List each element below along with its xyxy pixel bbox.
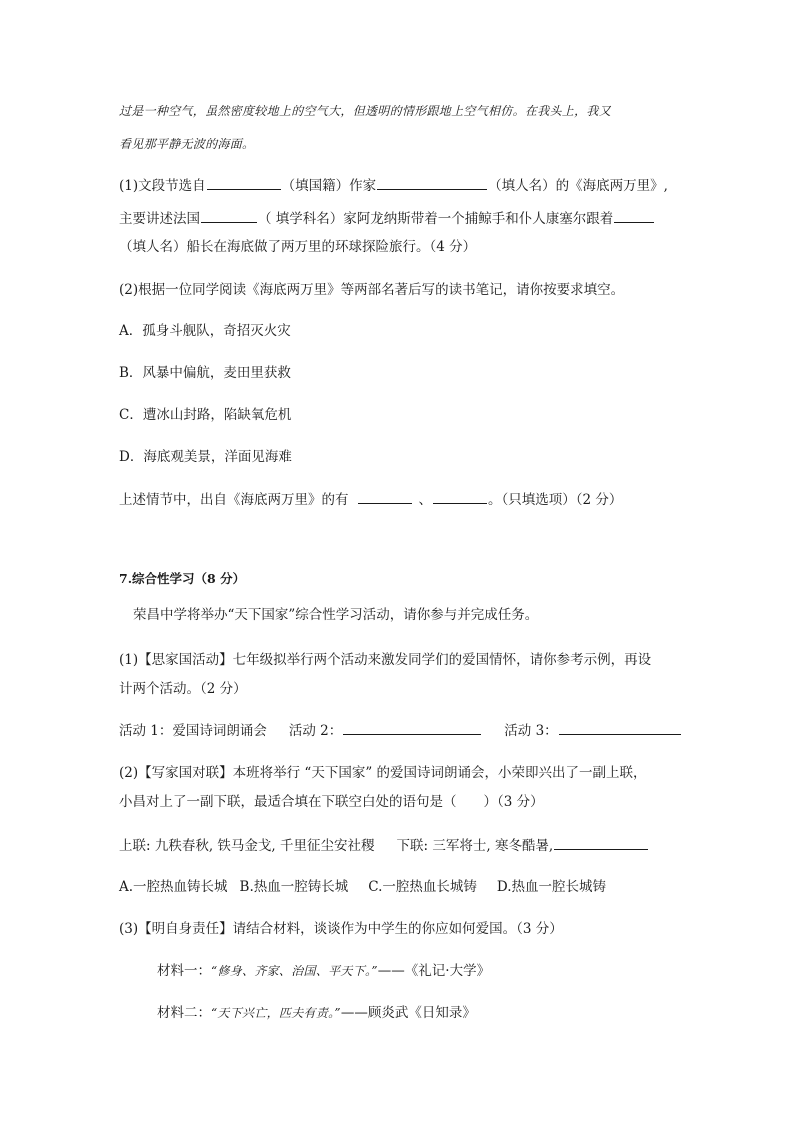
q2-option-a: A．孤身斗舰队，奇招灭火灾 — [119, 323, 291, 339]
q2-option-d: D．海底观美景，洋面见海难 — [119, 449, 292, 465]
choice-d: D.热血一腔长城铸 — [496, 879, 607, 895]
activities-row — [119, 720, 682, 741]
q1-text-b: （填国籍）作家 — [281, 178, 377, 194]
part2-line-1: (2)【写家国对联】本班将举行 “天下国家” 的爱国诗词朗诵会，小荣即兴出了一副上联， — [119, 765, 647, 781]
q1-line-1 — [119, 175, 668, 196]
material-1-source: ——《礼记·大学》 — [377, 963, 491, 979]
q1-text-d: 主要讲述法国 — [119, 211, 200, 227]
material-1-label: 材料一： — [157, 963, 211, 979]
passage-line-2: 看见那平静无波的海面。 — [119, 137, 255, 151]
choice-b: B.热血一腔铸长城 — [239, 879, 349, 895]
choice-c: C.一腔热血长城铸 — [368, 879, 477, 895]
q1-text-c: （填人名）的《海底两万里》, — [488, 178, 668, 194]
couplet-upper: 上联: 九秩春秋, 铁马金戈, 千里征尘安社稷 — [119, 838, 375, 854]
couplet-lower: 下联: 三军将士, 寒冬酷暑, — [396, 838, 554, 854]
q2-ask-text-a: 上述情节中，出自《海底两万里》的有 — [119, 492, 349, 508]
blank-choice-1[interactable] — [358, 489, 412, 504]
section-7-intro: 荣昌中学将举办“天下国家”综合性学习活动，请你参与并完成任务。 — [133, 607, 539, 623]
section-7-title: 7.综合性学习（8 分） — [119, 571, 246, 586]
blank-author[interactable] — [377, 175, 487, 190]
q1-text-e: （ 填学科名）家阿龙纳斯带着一个捕鲸手和仆人康塞尔跟着 — [258, 211, 614, 227]
part2-line-2: 小昌对上了一副下联，最适合填在下联空白处的语句是（ ）（3 分） — [119, 794, 544, 810]
part1-line-2: 计两个活动。（2 分） — [119, 681, 247, 697]
material-2-label: 材料二： — [157, 1005, 211, 1021]
material-2 — [157, 1003, 476, 1023]
blank-captain[interactable] — [614, 208, 654, 223]
blank-activity-3[interactable] — [559, 720, 681, 735]
activity-1: 活动 1：爱国诗词朗诵会 — [119, 723, 267, 739]
passage-line-1: 过是一种空气，虽然密度较地上的空气大，但透明的情形跟地上空气相仿。在我头上，我又 — [119, 104, 612, 118]
q1-text-f: （填人名）船长在海底做了两万里的环球探险旅行。（4 分） — [119, 239, 477, 255]
material-1 — [157, 961, 490, 981]
material-2-source: ——顾炎武《日知录》 — [340, 1005, 476, 1021]
q1-line-3 — [119, 237, 476, 257]
q2-ask-sep: 、 — [418, 492, 432, 508]
q2-intro: (2)根据一位同学阅读《海底两万里》等两部名著后写的读书笔记，请你按要求填空。 — [119, 282, 625, 298]
activity-2-label: 活动 2： — [288, 723, 343, 739]
q2-ask-text-b: 。（只填选项）（2 分） — [488, 492, 623, 508]
material-1-quote: “修身、齐家、治国、平天下。” — [211, 964, 378, 978]
q2-ask — [119, 489, 622, 510]
material-2-quote: “天下兴亡，匹夫有责。” — [211, 1006, 341, 1020]
part3-prompt: (3)【明自身责任】请结合材料，谈谈作为中学生的你应如何爱国。（3 分） — [119, 921, 563, 937]
couplet-row — [119, 835, 649, 856]
blank-activity-2[interactable] — [343, 720, 481, 735]
q2-option-c: C．遭冰山封路，陷缺氧危机 — [119, 407, 292, 423]
q2-option-b: B．风暴中偏航，麦田里获救 — [119, 365, 291, 381]
activity-3-label: 活动 3： — [504, 723, 558, 739]
blank-couplet[interactable] — [554, 835, 648, 850]
blank-nationality[interactable] — [207, 175, 281, 190]
couplet-choices — [119, 877, 606, 897]
blank-discipline[interactable] — [201, 208, 257, 223]
q1-line-2 — [119, 208, 655, 229]
part1-line-1: (1)【思家国活动】七年级拟举行两个活动来激发同学们的爱国情怀，请你参考示例，再设 — [119, 652, 652, 668]
q1-text-a: (1)文段节选自 — [119, 178, 206, 194]
blank-choice-2[interactable] — [433, 489, 487, 504]
choice-a: A.一腔热血铸长城 — [119, 879, 228, 895]
